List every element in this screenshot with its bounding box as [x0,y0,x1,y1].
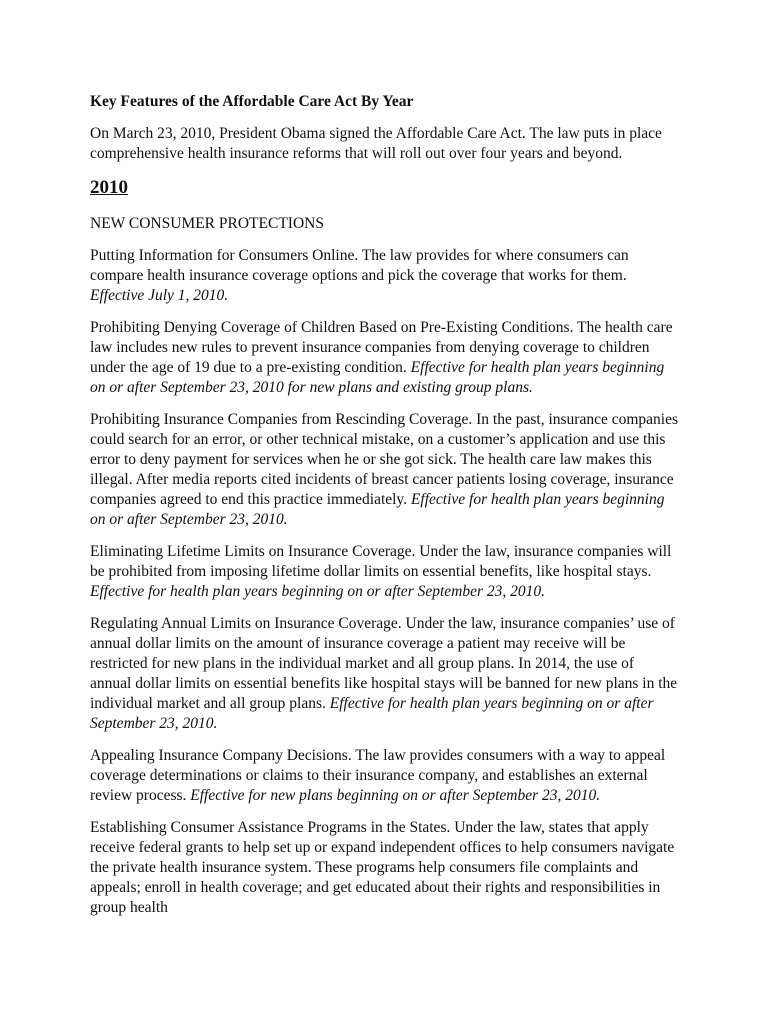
effective-date: Effective July 1, 2010. [90,287,229,304]
effective-date: Effective for new plans beginning on or after September 23, 2010. [190,787,601,804]
paragraph-appealing-decisions [90,746,678,806]
document-page [90,92,678,930]
effective-date: Effective for health plan years beginning on or after September 23, 2010. [90,491,665,528]
effective-date: Effective for health plan years beginning on or after September 23, 2010. [90,695,654,732]
paragraph-annual-limits [90,614,678,734]
paragraph-lifetime-limits [90,542,678,602]
paragraph-text: Establishing Consumer Assistance Programs in the States. Under the law, states that apply receive federal grants to help set up or expand independent offices to help consumers navigate the private health insurance system. These programs help consumers file complaints and appeals; enroll in health coverage; and get educated about their rights and responsibilities in group health [90,819,675,916]
year-heading: 2010 [90,177,128,198]
paragraph-text: Regulating Annual Limits on Insurance Coverage. Under the law, insurance companies’ use of annual dollar limits on the amount of insurance coverage a patient may receive will be restricted for new plans in the individual market and all group plans. In 2014, the use of annual dollar limits on essential benefits like hospital stays will be banned for new plans in the individual market and all group plans. [90,615,678,712]
document-title: Key Features of the Affordable Care Act By Year [90,93,414,110]
paragraph-text: Prohibiting Insurance Companies from Rescinding Coverage. In the past, insurance companies could search for an error, or other technical mistake, on a customer’s application and use this error to deny payment for services when he or she got sick. The health care law makes this illegal. After media reports cited incidents of breast cancer patients losing coverage, insurance companies agreed to end this practice immediately. [90,411,678,508]
paragraph-text: Putting Information for Consumers Online. The law provides for where consumers can compare health insurance coverage options and pick the coverage that works for them. [90,247,629,284]
effective-date: Effective for health plan years beginning on or after September 23, 2010 for new plans and existing group plans. [90,359,665,396]
paragraph-text: Prohibiting Denying Coverage of Children Based on Pre-Existing Conditions. The health care law includes new rules to prevent insurance companies from denying coverage to children under the age of 19 due to a pre-existing condition. [90,319,673,376]
paragraph-consumer-assistance [90,818,678,918]
paragraph-rescinding-coverage [90,410,678,530]
paragraph-children-preexisting [90,318,678,398]
paragraph-text: Appealing Insurance Company Decisions. The law provides consumers with a way to appeal coverage determinations or claims to their insurance company, and establishes an external review process. [90,747,666,804]
paragraph-consumer-info-online [90,246,678,306]
effective-date: Effective for health plan years beginning on or after September 23, 2010. [90,583,546,600]
paragraph-text: Eliminating Lifetime Limits on Insurance Coverage. Under the law, insurance companies will be prohibited from imposing lifetime dollar limits on essential benefits, like hospital stays. [90,543,672,580]
section-heading: NEW CONSUMER PROTECTIONS [90,215,324,232]
intro-paragraph: On March 23, 2010, President Obama signed the Affordable Care Act. The law puts in place comprehensive health insurance reforms that will roll out over four years and beyond. [90,125,662,162]
